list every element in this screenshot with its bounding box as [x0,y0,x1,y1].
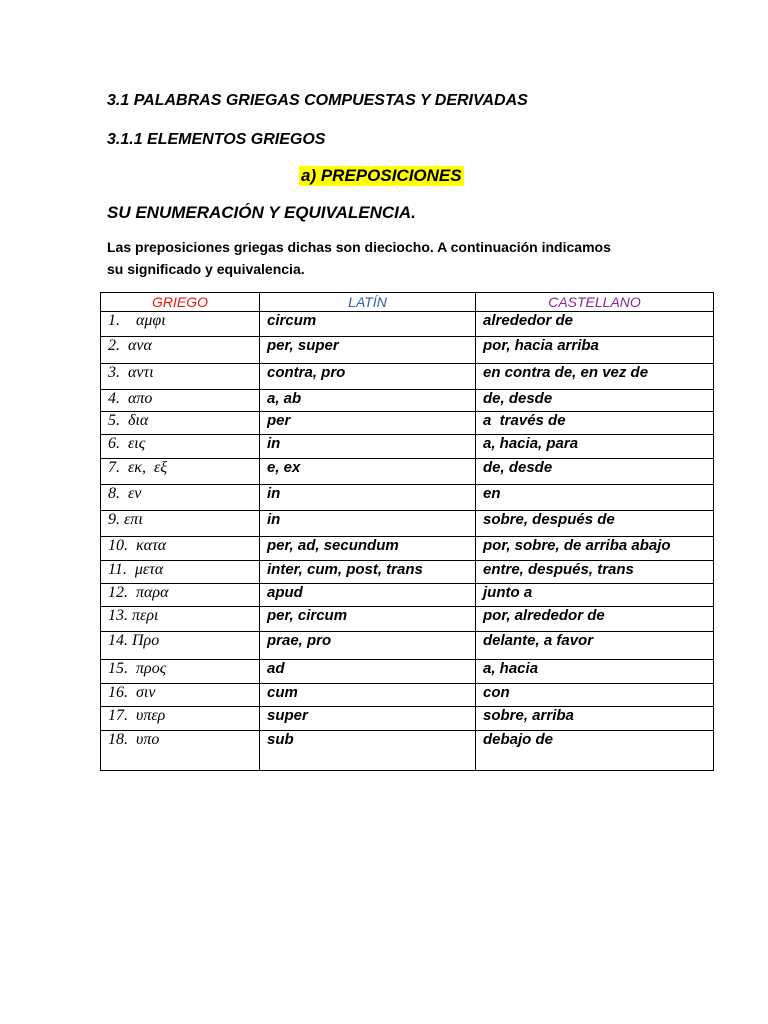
cell-castellano: debajo de [476,731,714,771]
cell-castellano: sobre, después de [476,511,714,537]
cell-castellano: sobre, arriba [476,707,714,731]
cell-castellano: en [476,485,714,511]
cell-castellano: a, hacia [476,660,714,684]
cell-latin: cum [260,684,476,707]
cell-latin: per, circum [260,607,476,632]
cell-griego: 17. υπερ [101,707,260,731]
cell-griego: 4. απο [101,390,260,412]
cell-castellano: por, sobre, de arriba abajo [476,537,714,561]
table-row [101,731,714,771]
cell-latin: circum [260,312,476,337]
cell-griego: 5. δια [101,412,260,435]
cell-castellano: de, desde [476,459,714,485]
cell-latin: per [260,412,476,435]
cell-griego: 14. Προ [101,632,260,660]
table-row [101,660,714,684]
cell-griego: 2. ανα [101,337,260,364]
cell-castellano: con [476,684,714,707]
cell-griego: 6. εις [101,435,260,459]
table-row [101,459,714,485]
cell-latin: in [260,485,476,511]
cell-latin: in [260,435,476,459]
table-row [101,607,714,632]
table-row [101,584,714,607]
cell-griego: 16. σιν [101,684,260,707]
prepositions-table [100,292,714,771]
cell-griego: 1. αμφι [101,312,260,337]
cell-griego: 15. προς [101,660,260,684]
table-row [101,312,714,337]
highlighted-heading: a) PREPOSICIONES [301,166,462,185]
cell-latin: per, super [260,337,476,364]
cell-latin: a, ab [260,390,476,412]
enumeration-heading: SU ENUMERACIÓN Y EQUIVALENCIA. [107,203,416,222]
table-row [101,337,714,364]
cell-latin: sub [260,731,476,771]
cell-castellano: a través de [476,412,714,435]
cell-griego: 12. παρα [101,584,260,607]
table-header-row [101,293,714,312]
cell-griego: 11. μετα [101,561,260,584]
cell-castellano: por, alrededor de [476,607,714,632]
header-latin: LATÍN [260,293,476,312]
cell-castellano: junto a [476,584,714,607]
cell-castellano: en contra de, en vez de [476,364,714,390]
cell-latin: contra, pro [260,364,476,390]
cell-latin: e, ex [260,459,476,485]
cell-castellano: de, desde [476,390,714,412]
section-title: 3.1 PALABRAS GRIEGAS COMPUESTAS Y DERIVADAS [107,92,528,109]
cell-griego: 9. επι [101,511,260,537]
table-row [101,485,714,511]
table-row [101,561,714,584]
cell-latin: apud [260,584,476,607]
cell-latin: prae, pro [260,632,476,660]
cell-griego: 10. κατα [101,537,260,561]
table-row [101,390,714,412]
header-griego: GRIEGO [101,293,260,312]
cell-latin: per, ad, secundum [260,537,476,561]
cell-griego: 8. εν [101,485,260,511]
cell-griego: 7. εκ, εξ [101,459,260,485]
table-row [101,412,714,435]
cell-latin: in [260,511,476,537]
intro-line-2: su significado y equivalencia. [107,261,305,277]
table-row [101,537,714,561]
cell-griego: 13. περι [101,607,260,632]
subsection-title: 3.1.1 ELEMENTOS GRIEGOS [107,131,326,148]
cell-griego: 18. υπο [101,731,260,771]
cell-castellano: a, hacia, para [476,435,714,459]
table-row [101,511,714,537]
cell-castellano: por, hacia arriba [476,337,714,364]
table-row [101,632,714,660]
table-row [101,684,714,707]
cell-castellano: entre, después, trans [476,561,714,584]
cell-castellano: alrededor de [476,312,714,337]
cell-castellano: delante, a favor [476,632,714,660]
table-row [101,364,714,390]
table-row [101,707,714,731]
cell-latin: super [260,707,476,731]
table-row [101,435,714,459]
intro-line-1: Las preposiciones griegas dichas son dieciocho. A continuación indicamos [107,239,611,255]
cell-latin: ad [260,660,476,684]
header-castellano: CASTELLANO [476,293,714,312]
cell-griego: 3. αντι [101,364,260,390]
cell-latin: inter, cum, post, trans [260,561,476,584]
